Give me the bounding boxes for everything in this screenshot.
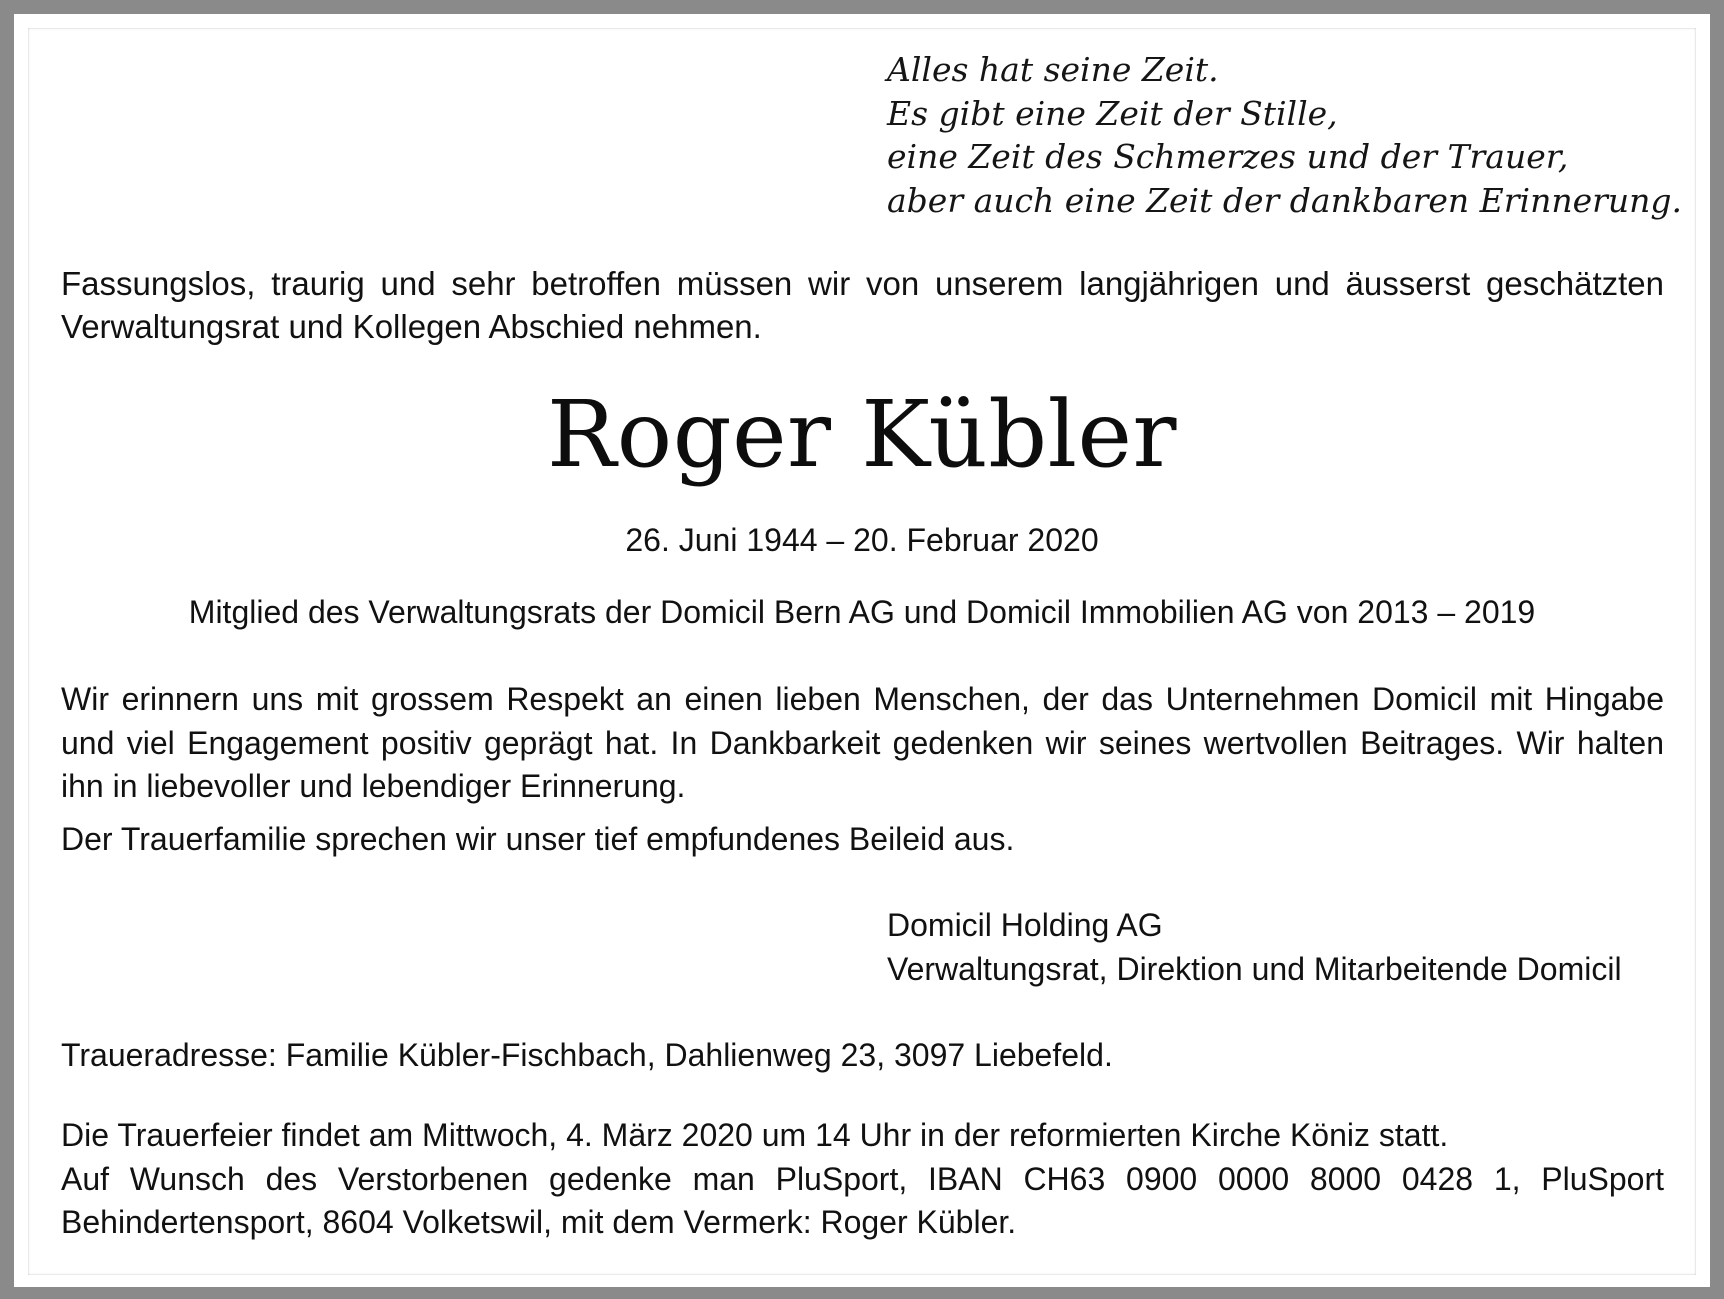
service-line: Die Trauerfeier findet am Mittwoch, 4. März 2020 um 14 Uhr in der reformierten Kirche Köniz statt. <box>61 1117 1449 1153</box>
membership-line: Mitglied des Verwaltungsrats der Domicil Bern AG und Domicil Immobilien AG von 2013 – 2019 <box>188 594 1536 630</box>
condolence-line: Der Trauerfamilie sprechen wir unser tief empfundenes Beileid aus. <box>61 821 1015 857</box>
poem-line: Es gibt eine Zeit der Stille, <box>887 93 1338 133</box>
signature-group: Verwaltungsrat, Direktion und Mitarbeitende Domicil <box>887 951 1622 987</box>
life-dates: 26. Juni 1944 – 20. Februar 2020 <box>625 522 1099 558</box>
poem <box>887 48 1683 222</box>
poem-line: eine Zeit des Schmerzes und der Trauer, <box>887 137 1569 176</box>
intro-paragraph: Fassungslos, traurig und sehr betroffen müssen wir von unserem langjährigen und äusserst geschätzten Verwaltungsrat und Kollegen Abschied nehmen. <box>61 265 1664 345</box>
signature-block <box>887 903 1667 991</box>
donation-info: Auf Wunsch des Verstorbenen gedenke man PluSport, IBAN CH63 0900 0000 8000 0428 1, PluSport Behindertensport, 8604 Volketswil, mit dem Vermerk: Roger Kübler. <box>61 1161 1664 1240</box>
remembrance-paragraph: Wir erinnern uns mit grossem Respekt an einen lieben Menschen, der das Unternehmen Domicil mit Hingabe und viel Engagement positiv geprägt hat. In Dankbarkeit gedenken wir seines wertvollen Beitrages. Wir halten ihn in liebevoller und lebendiger Erinnerung. <box>61 681 1664 804</box>
deceased-name: Roger Kübler <box>547 381 1177 488</box>
funeral-service-info <box>61 1114 1664 1158</box>
poem-line: aber auch eine Zeit der dankbaren Erinnerung. <box>887 180 1683 220</box>
mourning-address: Traueradresse: Familie Kübler-Fischbach, Dahlienweg 23, 3097 Liebefeld. <box>61 1037 1113 1073</box>
poem-line: Alles hat seine Zeit. <box>887 50 1219 89</box>
signature-company: Domicil Holding AG <box>887 907 1163 943</box>
